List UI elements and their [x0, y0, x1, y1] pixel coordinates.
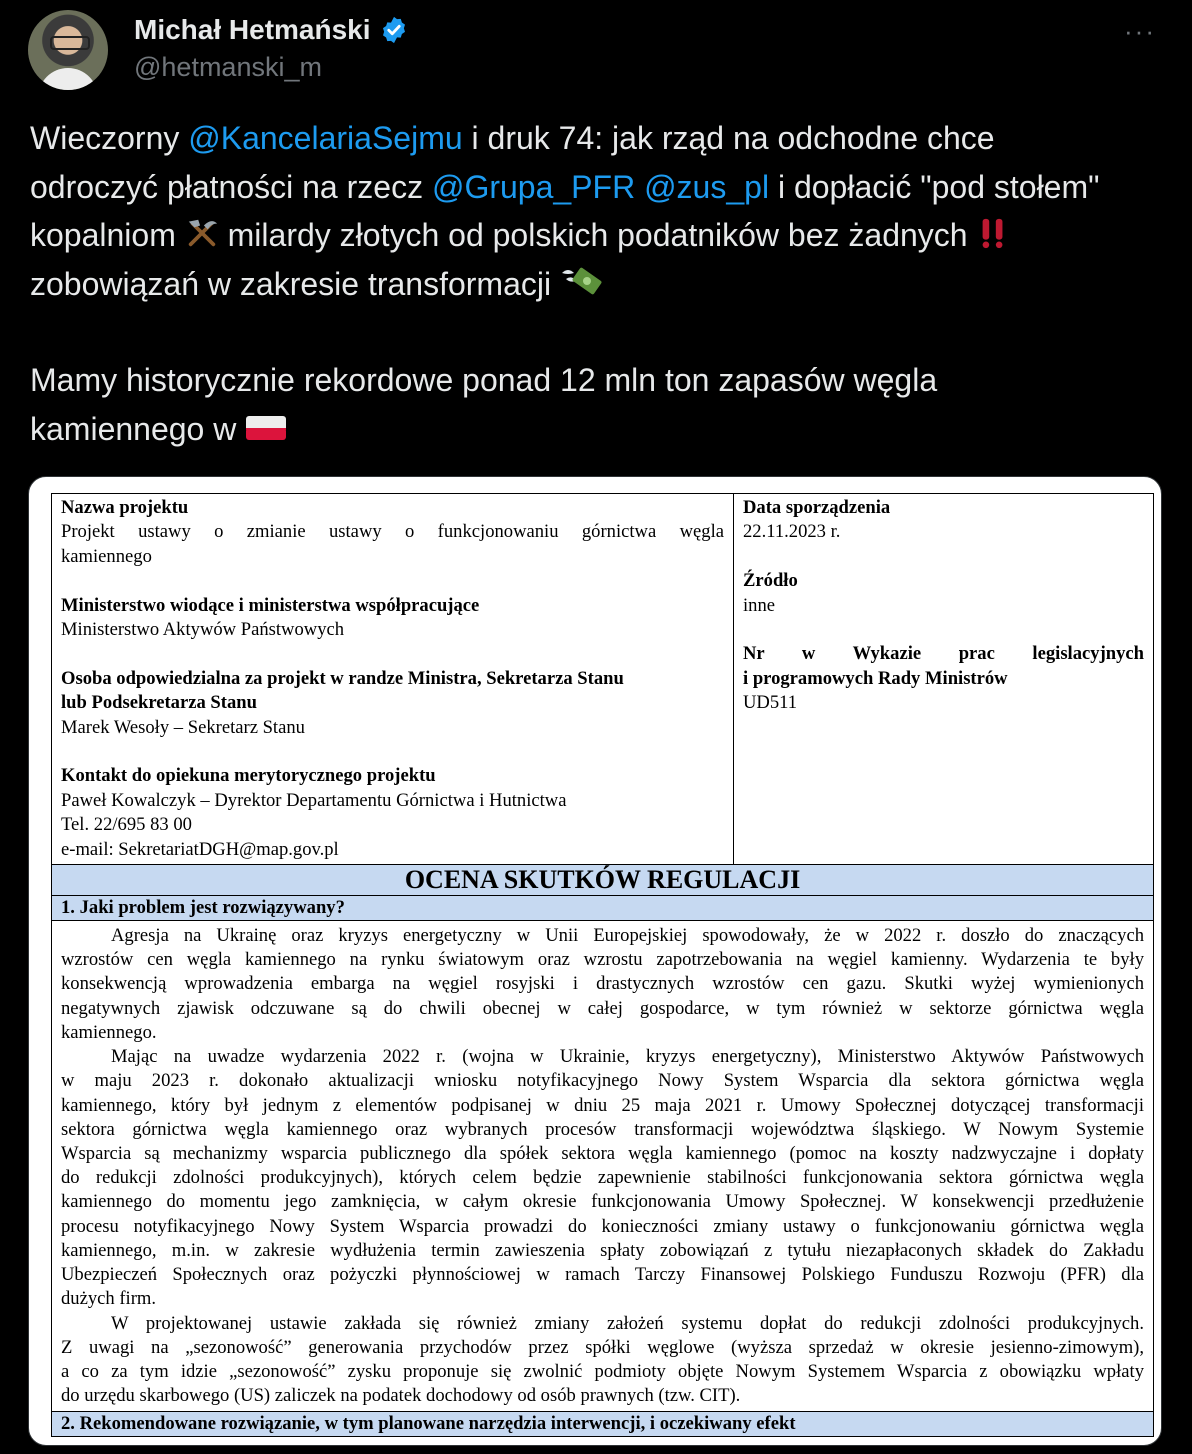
- tweet-text-segment: [635, 169, 644, 205]
- double-exclamation-emoji: [976, 216, 1010, 250]
- hammer-and-pick-emoji: [185, 216, 219, 250]
- body-line: dużych firm.: [61, 1288, 157, 1310]
- author-handle[interactable]: @hetmanski_m: [134, 52, 322, 82]
- body-line: kamiennego.: [61, 1021, 157, 1043]
- person-label: lub Podsekretarza Stanu: [61, 692, 257, 714]
- osr-title: OCENA SKUTKÓW REGULACJI: [52, 865, 1154, 896]
- money-with-wings-emoji: [560, 263, 604, 299]
- date-info-cell: [734, 494, 1154, 865]
- author-name-text[interactable]: Michał Hetmański: [134, 14, 371, 45]
- tweet-text-segment: zobowiązań w zakresie transformacji: [30, 265, 560, 302]
- body-line: Wsparcia są mechanizmy wsparcia publicznego dla spółek sektora węgla kamiennego (pomoc na koszty nadzwyczajne i dopłaty: [61, 1143, 1144, 1165]
- author-name[interactable]: [134, 14, 409, 46]
- body-line: W projektowanej ustawie zakłada się również zmiany założeń systemu dopłat do redukcji zdolności produkcyjnych.: [111, 1312, 1144, 1334]
- table-row: [52, 1411, 1154, 1436]
- wykaz-label: i programowych Rady Ministrów: [743, 667, 1008, 689]
- tweet-paragraph-1: [30, 114, 1170, 308]
- wykaz-value: UD511: [743, 692, 798, 714]
- blank-line: [61, 569, 724, 593]
- body-line: procesu notyfikacyjnego Nowy System Wsparcia prowadzi do konieczności zmiany ustawy o funkcjonowaniu górnictwa węgla: [61, 1215, 1144, 1237]
- blank-line: [61, 642, 724, 666]
- tweet-text-segment: milardy złotych od polskich podatników bez żadnych: [218, 217, 977, 254]
- table-row: [52, 921, 1154, 1412]
- body-line: negatywnych zjawisk odczuwane są do chwili obecnej w całej gospodarce, w tym również w sektorze górnictwa węgla: [61, 997, 1144, 1019]
- project-label: Nazwa projektu: [61, 497, 189, 518]
- source-label: Źródło: [743, 570, 798, 592]
- source-value: inne: [743, 594, 776, 616]
- body-line: do redukcji zdolności produkcyjnych), których celem będzie zapewnienie stabilności funkcjonowania sektora górnictwa węgla: [61, 1167, 1144, 1189]
- tweet-text: [30, 114, 1170, 454]
- question-2-heading: 2. Rekomendowane rozwiązanie, w tym planowane narzędzia interwencji, i oczekiwany efekt: [52, 1411, 1154, 1436]
- project-info-cell: [52, 494, 734, 865]
- blank-line: [743, 545, 1144, 569]
- tweet-text-segment: odroczyć płatności na rzecz: [30, 168, 432, 205]
- table-row: [52, 896, 1154, 921]
- date-label: Data sporządzenia: [743, 497, 891, 518]
- project-name-line: kamiennego: [61, 545, 152, 567]
- contact-label: Kontakt do opiekuna merytorycznego projektu: [61, 765, 436, 787]
- avatar-glasses: [50, 36, 90, 50]
- verified-badge-icon: [379, 15, 409, 45]
- body-line: a co za tym idzie „sezonowość” zysku proponuje się zwolnić podmioty objęte Nowym Systemem Wsparcia z obowiązku wpłaty: [61, 1361, 1144, 1383]
- body-line: Agresja na Ukrainę oraz kryzys energetyczny w Unii Europejskiej spowodowały, że w 2022 r. doszło do znaczących: [111, 925, 1144, 947]
- ministry-label: Ministerstwo wiodące i ministerstwa współpracujące: [61, 594, 480, 616]
- body-line: w maju 2023 r. dokonało aktualizacji wniosku notyfikacyjnego Nowy System Wsparcia dla sektora górnictwa węgla: [61, 1070, 1144, 1092]
- osr-table: [51, 493, 1154, 1437]
- contact-line: Paweł Kowalczyk – Dyrektor Departamentu Górnictwa i Hutnictwa: [61, 789, 567, 811]
- date-value: 22.11.2023 r.: [743, 521, 841, 543]
- wykaz-label: Nr w Wykazie prac legislacyjnych: [743, 643, 1144, 665]
- body-line: do urzędu skarbowego (US) zaliczek na podatek dochodowy od osób prawnych (tzw. CIT).: [61, 1385, 741, 1407]
- body-line: kamiennego do momentu jego zamknięcia, w całym okresie funkcjonowania Umowy Społecznej. W konsekwencji przedłużenie: [61, 1191, 1144, 1213]
- osr-document: [51, 493, 1153, 1446]
- tweet-text-segment: i druk 74: jak rząd na odchodne chce: [462, 120, 995, 156]
- paragraph-gap: [30, 308, 1170, 356]
- body-line: Ubezpieczeń Społecznych oraz pożyczki płynnościowej w ramach Tarczy Finansowej Polskiego Funduszu Rozwoju (PFR) dla: [61, 1264, 1144, 1286]
- contact-line: e-mail: SekretariatDGH@map.gov.pl: [61, 838, 339, 860]
- tweet-text-segment: kopalniom: [30, 217, 185, 254]
- person-label: Osoba odpowiedzialna za projekt w randze Ministra, Sekretarza Stanu: [61, 667, 624, 689]
- poland-flag-emoji: [245, 412, 287, 444]
- question-1-heading: 1. Jaki problem jest rozwiązywany?: [52, 896, 1154, 921]
- avatar-shirt: [38, 68, 98, 90]
- table-row: [52, 865, 1154, 896]
- tweet-text-segment: kamiennego w: [30, 410, 246, 447]
- tweet-header: [28, 6, 1168, 96]
- body-line: kamiennego, który był jednym z elementów podpisanej w dniu 25 maja 2021 r. Umowy Społecznej dotyczącej transformacji: [61, 1094, 1144, 1116]
- mention-zus-pl[interactable]: @zus_pl: [644, 168, 770, 205]
- tweet-text-segment: Mamy historycznie rekordowe ponad 12 mln ton zapasów węgla: [30, 362, 938, 399]
- mention-kancelaria-sejmu[interactable]: @KancelariaSejmu: [188, 120, 463, 156]
- project-name-line: Projekt ustawy o zmianie ustawy o funkcjonowaniu górnictwa węgla: [61, 521, 724, 543]
- body-line: konsekwencją wprowadzenia embarga na węgiel rosyjski i drastycznych wzrostów cen gazu. Skutki wyżej wymienionych: [61, 973, 1144, 995]
- tweet-text-segment: Wieczorny: [30, 120, 189, 156]
- blank-line: [61, 740, 724, 764]
- tweet-text-segment: i dopłacić "pod stołem": [769, 168, 1100, 205]
- table-row: [52, 494, 1154, 865]
- body-line: Z uwagi na „sezonowość” generowania przychodów przez spółki węglowe (wyższa sprzedaż w okresie jesienno-zimowym),: [61, 1336, 1144, 1358]
- question-1-body: [52, 921, 1154, 1412]
- ministry-value: Ministerstwo Aktywów Państwowych: [61, 619, 345, 641]
- person-value: Marek Wesoły – Sekretarz Stanu: [61, 716, 305, 738]
- more-options-icon[interactable]: ···: [1124, 16, 1156, 46]
- blank-line: [743, 618, 1144, 642]
- body-line: wzrostów cen węgla kamiennego na rynku światowym oraz wzrostu zapotrzebowania na węgiel kamienny. Wydarzenia te były: [61, 949, 1144, 971]
- avatar[interactable]: [28, 10, 108, 90]
- contact-line: Tel. 22/695 83 00: [61, 814, 192, 836]
- tweet-paragraph-2: [30, 356, 1170, 453]
- document-image-card[interactable]: [28, 476, 1162, 1446]
- body-line: sektora górnictwa węgla kamiennego oraz wybranych procesów transformacji województwa śląskiego. W Nowym Systemie: [61, 1118, 1144, 1140]
- mention-grupa-pfr[interactable]: @Grupa_PFR: [431, 168, 636, 205]
- body-line: Mając na uwadze wydarzenia 2022 r. (wojna w Ukrainie, kryzys energetyczny), Ministerstwo Aktywów Państwowych: [111, 1046, 1144, 1068]
- body-line: kamiennego, m.in. w zakresie wydłużenia termin zawieszenia spłaty zobowiązań z tytułu niezapłaconych składek do Zakładu: [61, 1239, 1144, 1261]
